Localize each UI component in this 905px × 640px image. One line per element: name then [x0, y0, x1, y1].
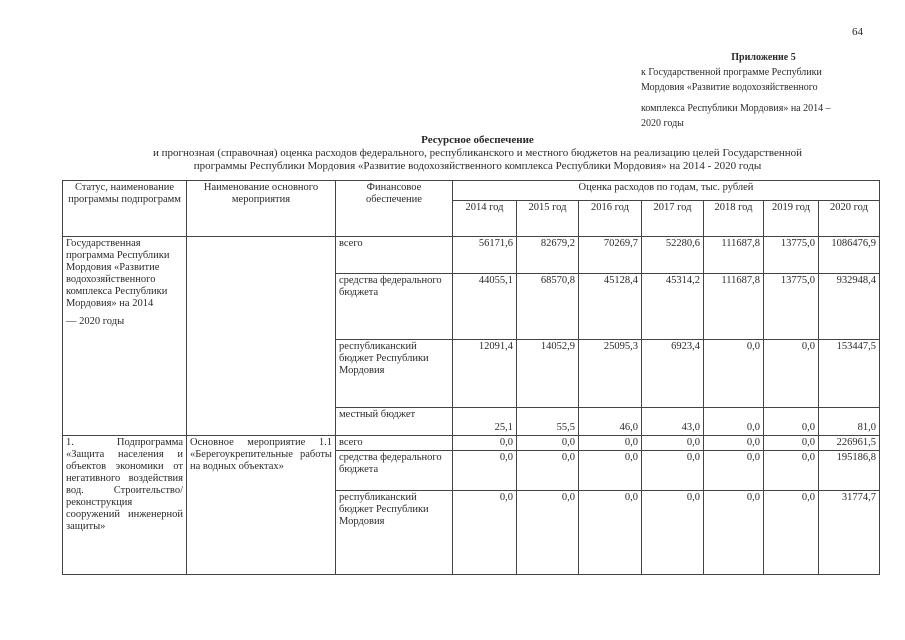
value-cell: 0,0 — [642, 451, 704, 491]
value-cell: 111687,8 — [704, 237, 764, 274]
appendix-line: 2020 годы — [641, 118, 684, 129]
value-cell: 81,0 — [819, 408, 880, 436]
header-measure: Наименование основного мероприятия — [187, 181, 336, 237]
heading-subtitle-line: и прогнозная (справочная) оценка расходов федерального, республиканского и местного бюджетов на реализацию целей Государственной — [153, 147, 802, 159]
value-cell: 0,0 — [764, 408, 819, 436]
value-cell: 0,0 — [453, 451, 517, 491]
appendix-line: комплекса Республики Мордовия» на 2014 – — [641, 103, 831, 114]
heading-subtitle-line: программы Республики Мордовия «Развитие водохозяйственного комплекса Республики Мордовия» на 2014 - 2020 годы — [193, 160, 762, 172]
value-cell: 13775,0 — [764, 237, 819, 274]
subprogram-measure-cell: Основное мероприятие 1.1 «Берегоукрепительные работы на водных объектах» — [187, 436, 336, 575]
value-cell: 0,0 — [453, 436, 517, 451]
value-cell: 0,0 — [642, 491, 704, 575]
value-cell: 0,0 — [517, 491, 579, 575]
header-finance: Финансовое обеспечение — [336, 181, 453, 237]
value-cell: 13775,0 — [764, 274, 819, 340]
program-measure-cell — [187, 237, 336, 436]
value-cell: 0,0 — [579, 436, 642, 451]
value-cell: 0,0 — [579, 451, 642, 491]
header-year: 2019 год — [764, 201, 819, 237]
finance-source: средства федерального бюджета — [336, 451, 453, 491]
header-year: 2017 год — [642, 201, 704, 237]
appendix-line: к Государственной программе Республики — [641, 67, 822, 78]
header-year: 2020 год — [819, 201, 880, 237]
value-cell: 0,0 — [764, 451, 819, 491]
appendix-title: Приложение 5 — [731, 52, 796, 63]
value-cell: 0,0 — [579, 491, 642, 575]
program-status-text: Мордовия «Развитие водохозяйственного комплекса Республики Мордовия» на 2014 — [66, 262, 168, 309]
value-cell: 195186,8 — [819, 451, 880, 491]
value-cell: 70269,7 — [579, 237, 642, 274]
value-cell: 0,0 — [704, 408, 764, 436]
header-row — [63, 181, 880, 201]
value-cell: 0,0 — [704, 491, 764, 575]
value-cell: 46,0 — [579, 408, 642, 436]
value-cell: 31774,7 — [819, 491, 880, 575]
header-year: 2018 год — [704, 201, 764, 237]
page-number: 64 — [852, 26, 863, 38]
finance-source: местный бюджет — [336, 408, 453, 436]
value-cell: 0,0 — [517, 436, 579, 451]
value-cell: 55,5 — [517, 408, 579, 436]
finance-source: средства федерального бюджета — [336, 274, 453, 340]
value-cell: 153447,5 — [819, 340, 880, 408]
header-year: 2015 год — [517, 201, 579, 237]
finance-source: республиканский бюджет Республики Мордовия — [336, 491, 453, 575]
value-cell: 0,0 — [764, 436, 819, 451]
appendix-line: Мордовия «Развитие водохозяйственного — [641, 82, 818, 93]
value-cell: 6923,4 — [642, 340, 704, 408]
header-status: Статус, наименование программы подпрограмм — [63, 181, 187, 237]
table-row — [63, 436, 880, 451]
resource-table — [62, 180, 880, 575]
value-cell: 25095,3 — [579, 340, 642, 408]
finance-source: всего — [336, 436, 453, 451]
heading-title: Ресурсное обеспечение — [421, 134, 534, 146]
appendix-note — [641, 50, 856, 131]
value-cell: 0,0 — [517, 451, 579, 491]
value-cell: 111687,8 — [704, 274, 764, 340]
value-cell: 44055,1 — [453, 274, 517, 340]
program-status-text: — 2020 годы — [66, 316, 125, 327]
finance-source: республиканский бюджет Республики Мордовия — [336, 340, 453, 408]
value-cell: 43,0 — [642, 408, 704, 436]
value-cell: 0,0 — [453, 491, 517, 575]
value-cell: 12091,4 — [453, 340, 517, 408]
value-cell: 45128,4 — [579, 274, 642, 340]
program-status-cell — [63, 237, 187, 436]
header-year: 2014 год — [453, 201, 517, 237]
subprogram-status-cell: 1. Подпрограмма «Защита населения и объектов экономики от негативного воздействия вод. Строительство/реконструкция сооружений инженерной защиты» — [63, 436, 187, 575]
value-cell: 82679,2 — [517, 237, 579, 274]
value-cell: 226961,5 — [819, 436, 880, 451]
finance-source: всего — [336, 237, 453, 274]
value-cell: 932948,4 — [819, 274, 880, 340]
value-cell: 45314,2 — [642, 274, 704, 340]
header-year: 2016 год — [579, 201, 642, 237]
document-heading — [60, 134, 895, 173]
value-cell: 0,0 — [704, 340, 764, 408]
value-cell: 0,0 — [704, 451, 764, 491]
value-cell: 56171,6 — [453, 237, 517, 274]
header-estimate: Оценка расходов по годам, тыс. рублей — [453, 181, 880, 201]
value-cell: 25,1 — [453, 408, 517, 436]
table-row — [63, 237, 880, 274]
value-cell: 52280,6 — [642, 237, 704, 274]
value-cell: 0,0 — [764, 340, 819, 408]
value-cell: 1086476,9 — [819, 237, 880, 274]
program-status-text: Государственная программа Республики — [66, 238, 170, 261]
value-cell: 68570,8 — [517, 274, 579, 340]
value-cell: 0,0 — [704, 436, 764, 451]
value-cell: 14052,9 — [517, 340, 579, 408]
value-cell: 0,0 — [642, 436, 704, 451]
value-cell: 0,0 — [764, 491, 819, 575]
